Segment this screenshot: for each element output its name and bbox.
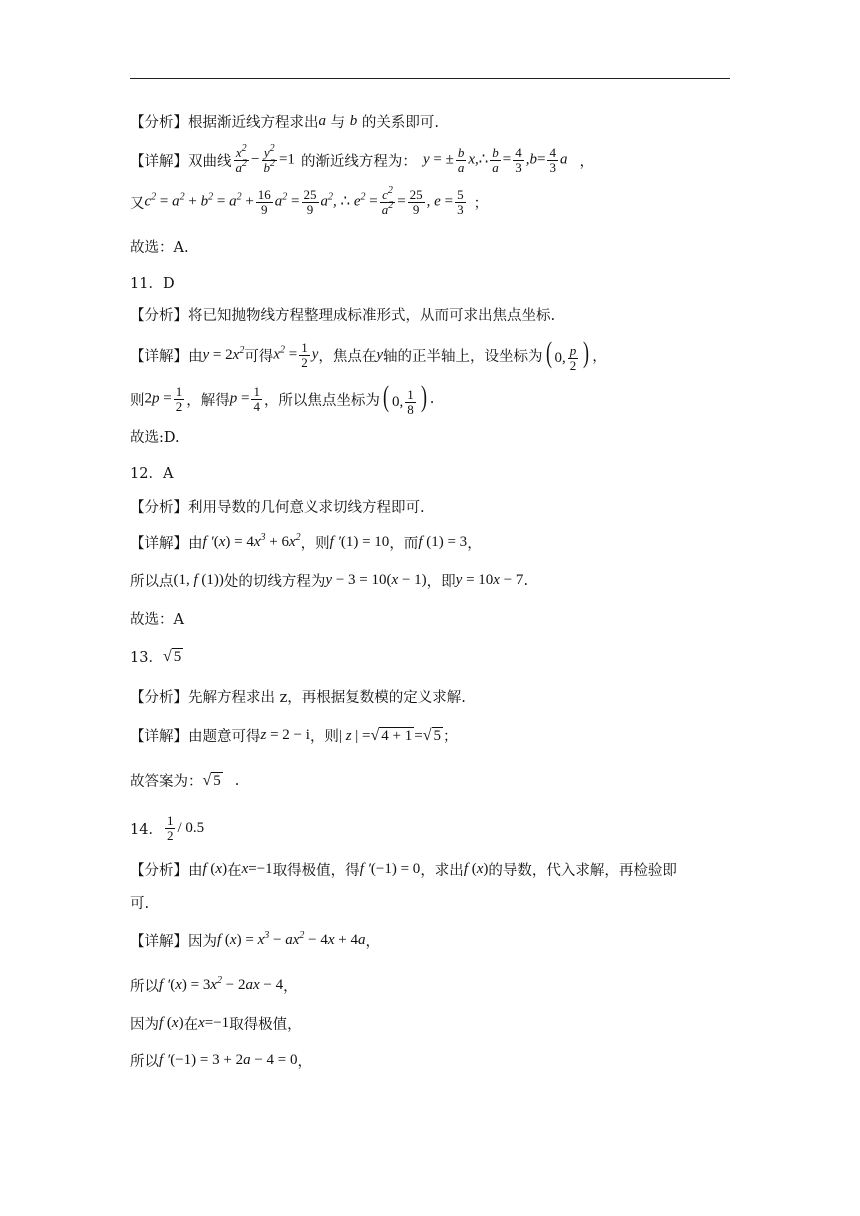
analysis-label: 【分析】 bbox=[130, 690, 188, 706]
q11-analysis bbox=[130, 304, 555, 325]
q14-number bbox=[130, 814, 204, 842]
q10-detail-end: ， bbox=[579, 153, 594, 170]
hyperbola-equation: $\frac{x^2}{a^2}$ − $\frac{y^2}{b^2}$ =1 bbox=[235, 143, 295, 175]
asymptote-equation: y = ± $\frac{b}{a}$ x,∴ $\frac{b}{a}$ = $\frac{4}{3}$ ,b= $\frac{4}{3}$ a bbox=[422, 145, 568, 175]
q10-a: a bbox=[318, 113, 326, 129]
derivative-at-one: f ′(1) = 10 bbox=[329, 534, 390, 550]
q12-tangent bbox=[130, 570, 528, 591]
two-p-equation: 2p = $\frac{1}{2}$ bbox=[144, 384, 183, 414]
q14-alt-answer: / 0.5 bbox=[177, 819, 205, 836]
detail-label: 【详解】 bbox=[130, 536, 188, 552]
q14-analysis-mid2: 取得极值，得 bbox=[272, 863, 360, 879]
q14-line3-pre: 因为 bbox=[130, 1017, 159, 1033]
derivative-condition: f ′(−1) = 0 bbox=[359, 861, 421, 877]
fx: f (x) bbox=[202, 861, 228, 877]
analysis-label: 【分析】 bbox=[130, 500, 188, 516]
q13-answer bbox=[130, 770, 239, 791]
function-at-one: f (1) = 3 bbox=[418, 534, 468, 550]
q11-analysis-text: 将已知抛物线方程整理成标准形式，从而可求出焦点坐标. bbox=[188, 308, 556, 324]
q12-answer: 故选：A bbox=[130, 612, 184, 628]
q13-detail-pre: 由题意可得 bbox=[188, 729, 261, 745]
q10-detail-pre: 双曲线 bbox=[188, 153, 232, 170]
function-definition: f $(x) = x^3 - ax^2 - 4x + 4a$ bbox=[217, 930, 366, 948]
q10-analysis-mid: 与 bbox=[330, 115, 346, 131]
detail-label: 【详解】 bbox=[130, 934, 188, 950]
analysis-label: 【分析】 bbox=[130, 863, 188, 879]
tangent-equation: y − 3 = 10(x − 1) bbox=[325, 572, 427, 588]
q14-analysis-mid4: 的导数，代入求解，再检验即 bbox=[488, 863, 677, 879]
q10-line3-pre: 又 bbox=[130, 195, 145, 212]
q14-line4-pre: 所以 bbox=[130, 1054, 159, 1070]
q14-analysis bbox=[130, 859, 677, 880]
q12-analysis-text: 利用导数的几何意义求切线方程即可. bbox=[188, 500, 425, 516]
x-minus-one: x=−1 bbox=[241, 861, 273, 877]
complex-z: z = 2 − i bbox=[260, 727, 310, 743]
modulus-equation: | z | = √ 4 + 1 = √ 5 bbox=[338, 726, 442, 744]
q14-line3 bbox=[130, 1013, 302, 1034]
q12-line2-mid: 处的切线方程为 bbox=[223, 574, 326, 590]
q10-line3-end: ； bbox=[473, 195, 489, 212]
q14-analysis-mid3: ，求出 bbox=[420, 863, 464, 879]
tangent-simplified: y = 10x − 7 bbox=[455, 572, 524, 588]
q14-line1-pre: 因为 bbox=[188, 934, 217, 950]
q14-line3-end: 取得极值， bbox=[229, 1017, 302, 1033]
q11-solve bbox=[130, 382, 434, 417]
derivative-substitution: f ′(−1) = 3 + 2a − 4 = 0 bbox=[159, 1052, 298, 1068]
derivative-equation: f $'(x) = 4x^3 + 6x^2$ bbox=[202, 532, 301, 550]
parabola-standard-form: $x^2$ = $\frac{1}{2}$ y bbox=[273, 340, 319, 370]
q13-analysis-text: 先解方程求出 z，再根据复数模的定义求解. bbox=[188, 690, 466, 706]
q14-analysis-mid: 在 bbox=[227, 863, 242, 879]
q13-number-label: 13． bbox=[130, 650, 163, 666]
detail-label: 【详解】 bbox=[130, 348, 188, 365]
q10-analysis bbox=[130, 111, 439, 132]
detail-label: 【详解】 bbox=[130, 729, 188, 745]
q14-line4 bbox=[130, 1050, 312, 1071]
sqrt-five: √ 5 bbox=[162, 647, 182, 665]
q13-answer-end: . bbox=[234, 772, 240, 789]
q11-y-axis: y bbox=[376, 346, 384, 363]
q12-line2-mid2: ，即 bbox=[426, 574, 456, 590]
q11-number: 11．D bbox=[130, 276, 175, 292]
q11-line2-pre: 则 bbox=[130, 392, 145, 409]
q11-detail-end: ， bbox=[592, 348, 607, 365]
eccentricity-equation: $c^2 = a^2 + b^2 = a^2$ + $\frac{16}{9}$ $a^2$ = $\frac{25}{9}$ $a^2$, ∴ $e^2$ = $\frac{c^2}{a^2}$ = $\frac{25}{9}$ , e = $\frac{5}{3}$ bbox=[144, 185, 464, 217]
focus-coordinate: ( 0, $\frac{1}{8}$ ) bbox=[382, 380, 427, 418]
q11-detail-mid: 可得 bbox=[244, 348, 274, 365]
q10-eccentricity bbox=[130, 185, 489, 217]
q10-detail-mid: 的渐近线方程为： bbox=[300, 153, 417, 170]
analysis-label: 【分析】 bbox=[130, 308, 188, 324]
q13-detail-mid: ，则 bbox=[309, 729, 339, 745]
analysis-label: 【分析】 bbox=[130, 115, 188, 131]
q11-detail-pre: 由 bbox=[188, 348, 203, 365]
q12-line2-end: . bbox=[523, 572, 529, 589]
tangent-point: (1, f (1)) bbox=[173, 572, 224, 588]
q14-line4-end: ， bbox=[297, 1054, 312, 1070]
q12-line2-pre: 所以点 bbox=[130, 574, 174, 590]
q11-answer: 故选:D. bbox=[130, 430, 180, 446]
q11-detail bbox=[130, 338, 607, 373]
q14-number-label: 14． bbox=[130, 821, 163, 838]
q14-line2-end: ， bbox=[283, 979, 298, 995]
q11-detail-mid2: ，焦点在 bbox=[318, 348, 377, 365]
q14-line3-mid: 在 bbox=[183, 1017, 199, 1033]
p-value: p = $\frac{1}{4}$ bbox=[229, 384, 260, 414]
q11-line2-mid2: ，所以焦点坐标为 bbox=[263, 392, 380, 409]
q14-line2 bbox=[130, 975, 298, 996]
q10-answer: 故选：A. bbox=[130, 240, 189, 256]
q13-analysis bbox=[130, 686, 466, 707]
q12-detail-mid: ，则 bbox=[300, 536, 330, 552]
q13-detail bbox=[130, 725, 458, 746]
q10-detail bbox=[130, 143, 594, 175]
q11-detail-mid3: 轴的正半轴上，设坐标为 bbox=[383, 348, 543, 365]
q10-b: b bbox=[349, 113, 358, 129]
fx-2: f (x) bbox=[463, 861, 489, 877]
q13-answer-pre: 故答案为： bbox=[130, 774, 203, 790]
q12-detail bbox=[130, 532, 482, 553]
q13-detail-end: ； bbox=[443, 729, 458, 745]
q11-line2-end: . bbox=[429, 391, 435, 408]
q11-line2-mid: ，解得 bbox=[186, 392, 230, 409]
parabola-equation: $y = 2x^2$ bbox=[202, 344, 245, 363]
answer-sqrt-five: √ 5 bbox=[202, 771, 221, 789]
focus-coordinate-p: ( 0, $\frac{p}{2}$ ) bbox=[545, 336, 590, 374]
q10-analysis-end: 的关系即可. bbox=[361, 115, 439, 131]
header-rule bbox=[130, 78, 730, 79]
q12-detail-mid2: ，而 bbox=[389, 536, 419, 552]
q14-line1 bbox=[130, 930, 380, 951]
q13-number bbox=[130, 646, 183, 667]
q12-detail-pre: 由 bbox=[188, 536, 203, 552]
q12-analysis bbox=[130, 496, 425, 517]
q12-number: 12．A bbox=[130, 466, 174, 482]
q14-analysis-line2: 可. bbox=[130, 896, 150, 912]
q14-line1-end: ， bbox=[365, 934, 380, 950]
x-minus-one-2: x=−1 bbox=[198, 1015, 230, 1031]
q14-analysis-pre: 由 bbox=[188, 863, 203, 879]
fx-3: f (x) bbox=[159, 1015, 184, 1031]
detail-label: 【详解】 bbox=[130, 153, 188, 170]
q10-analysis-text: 根据渐近线方程求出 bbox=[188, 115, 319, 131]
q12-detail-end: ， bbox=[467, 536, 482, 552]
half-fraction: $\frac{1}{2}$ bbox=[166, 813, 174, 843]
function-derivative: f $'(x) = 3x^2 - 2ax - 4$ bbox=[159, 975, 284, 993]
q14-line2-pre: 所以 bbox=[130, 979, 159, 995]
